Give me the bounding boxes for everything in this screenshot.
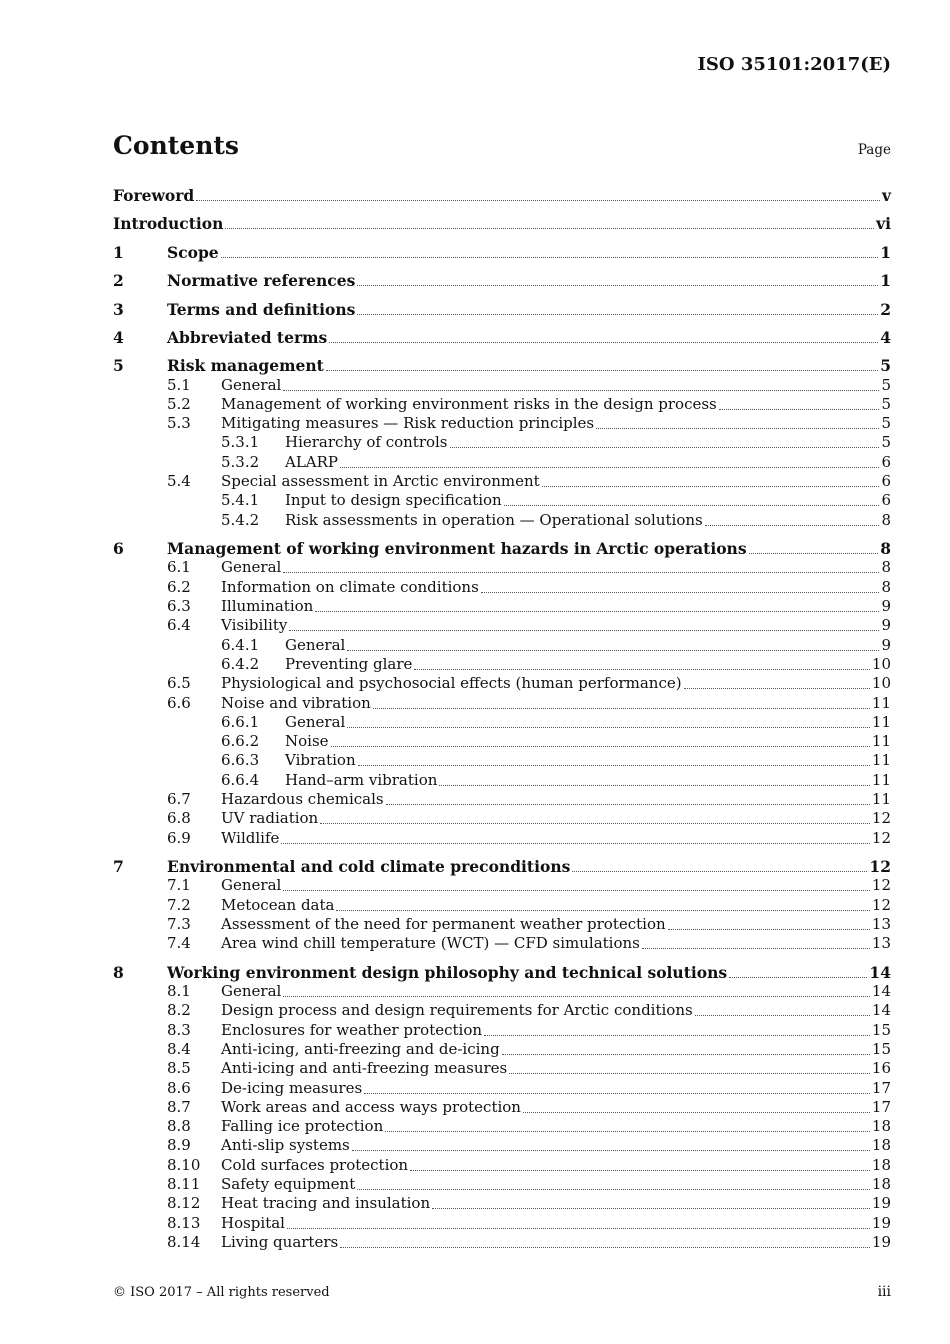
dot-leader bbox=[596, 427, 879, 429]
toc-entry-page: 11 bbox=[871, 790, 891, 808]
toc-entry-label: Cold surfaces protection bbox=[221, 1156, 409, 1174]
toc-entry-page: 18 bbox=[871, 1117, 891, 1135]
toc-entry-number: 6.7 bbox=[167, 790, 191, 808]
dot-leader bbox=[684, 687, 870, 689]
toc-entry-page: 8 bbox=[880, 539, 891, 558]
dot-leader bbox=[283, 995, 870, 997]
toc-entry-page: 12 bbox=[869, 857, 891, 876]
toc-entry[interactable] bbox=[113, 376, 891, 395]
dot-leader bbox=[364, 1092, 870, 1094]
toc-entry-page: 15 bbox=[871, 1021, 891, 1039]
dot-leader bbox=[410, 1169, 870, 1171]
toc-entry-page: 12 bbox=[871, 829, 891, 847]
toc-entry-number: 5.3.1 bbox=[221, 433, 260, 451]
toc-entry[interactable] bbox=[113, 713, 891, 732]
toc-entry-label: Visibility bbox=[221, 616, 288, 634]
toc-entry-label: General bbox=[221, 876, 282, 894]
toc-entry-label: Design process and design requirements for Arctic conditions bbox=[221, 1001, 693, 1019]
toc-entry-label: General bbox=[221, 376, 282, 394]
toc-entry-label: Special assessment in Arctic environment bbox=[221, 472, 540, 490]
toc-entry-number: 6.6 bbox=[167, 694, 191, 712]
toc-entry-number: 7.3 bbox=[167, 915, 191, 933]
toc-entry[interactable] bbox=[113, 771, 891, 790]
dot-leader bbox=[572, 870, 867, 872]
dot-leader bbox=[642, 947, 870, 949]
toc-entry-number: 6.6.3 bbox=[221, 751, 260, 769]
toc-entry-label: Anti-icing, anti-freezing and de-icing bbox=[221, 1040, 500, 1058]
toc-entry-number: 5.2 bbox=[167, 395, 191, 413]
toc-entry-label: Area wind chill temperature (WCT) — CFD simulations bbox=[221, 934, 640, 952]
dot-leader bbox=[439, 784, 870, 786]
toc-entry-number: 5.1 bbox=[167, 376, 191, 394]
toc-entry-label: Anti-slip systems bbox=[221, 1136, 350, 1154]
toc-entry-number: 6.6.4 bbox=[221, 771, 260, 789]
toc-entry-page: 5 bbox=[881, 376, 891, 394]
toc-entry-number: 6.6.1 bbox=[221, 713, 260, 731]
toc-entry-page: 9 bbox=[881, 616, 891, 634]
toc-entry-page: 5 bbox=[881, 395, 891, 413]
toc-entry-page: 1 bbox=[880, 271, 891, 290]
toc-entry-number: 4 bbox=[113, 328, 124, 347]
dot-leader bbox=[283, 389, 879, 391]
toc-entry-label: Wildlife bbox=[221, 829, 280, 847]
toc-entry-number: 6.6.2 bbox=[221, 732, 260, 750]
dot-leader bbox=[484, 1034, 870, 1036]
toc-entry-page: 17 bbox=[871, 1098, 891, 1116]
toc-entry-label: Vibration bbox=[285, 751, 356, 769]
toc-entry-label: Metocean data bbox=[221, 896, 335, 914]
toc-entry-number: 8.8 bbox=[167, 1117, 191, 1135]
toc-entry[interactable] bbox=[113, 578, 891, 597]
toc-entry-number: 5.4.1 bbox=[221, 491, 260, 509]
dot-leader bbox=[523, 1111, 870, 1113]
toc-entry[interactable] bbox=[113, 1001, 891, 1020]
toc-entry-page: 16 bbox=[871, 1059, 891, 1077]
toc-entry[interactable] bbox=[113, 655, 891, 674]
toc-entry-page: 11 bbox=[871, 732, 891, 750]
toc-entry-label: Management of working environment hazards in Arctic operations bbox=[167, 539, 747, 558]
toc-entry-page: 8 bbox=[881, 558, 891, 576]
toc-entry-label: Noise and vibration bbox=[221, 694, 371, 712]
dot-leader bbox=[340, 1246, 870, 1248]
toc-entry-number: 8.9 bbox=[167, 1136, 191, 1154]
toc-entry-number: 5.4 bbox=[167, 472, 191, 490]
dot-leader bbox=[358, 764, 870, 766]
toc-entry-label: Preventing glare bbox=[285, 655, 413, 673]
dot-leader bbox=[329, 341, 878, 343]
toc-entry-page: 15 bbox=[871, 1040, 891, 1058]
toc-entry[interactable] bbox=[113, 433, 891, 452]
toc-entry-number: 8.6 bbox=[167, 1079, 191, 1097]
toc-entry[interactable] bbox=[113, 1194, 891, 1213]
dot-leader bbox=[385, 1130, 870, 1132]
dot-leader bbox=[719, 408, 880, 410]
dot-leader bbox=[357, 1188, 870, 1190]
dot-leader bbox=[287, 1227, 870, 1229]
toc-entry-number: 8.2 bbox=[167, 1001, 191, 1019]
toc-entry-label: Assessment of the need for permanent weather protection bbox=[221, 915, 666, 933]
dot-leader bbox=[281, 842, 870, 844]
toc-entry-number: 5 bbox=[113, 356, 124, 375]
toc-entry[interactable] bbox=[113, 732, 891, 751]
toc-entry-page: 14 bbox=[871, 1001, 891, 1019]
toc-entry[interactable] bbox=[113, 539, 891, 558]
toc-entry[interactable] bbox=[113, 1040, 891, 1059]
toc-entry-number: 8.14 bbox=[167, 1233, 201, 1251]
toc-entry[interactable] bbox=[113, 214, 891, 233]
toc-entry-label: Safety equipment bbox=[221, 1175, 356, 1193]
dot-leader bbox=[450, 446, 880, 448]
dot-leader bbox=[326, 369, 878, 371]
toc-entry[interactable] bbox=[113, 328, 891, 347]
toc-entry[interactable] bbox=[113, 694, 891, 713]
dot-leader bbox=[481, 591, 880, 593]
toc-entry[interactable] bbox=[113, 414, 891, 433]
dot-leader bbox=[729, 976, 867, 978]
toc-entry-page: 10 bbox=[871, 655, 891, 673]
toc-entry-page: 14 bbox=[869, 963, 891, 982]
toc-entry[interactable] bbox=[113, 1117, 891, 1136]
toc-entry-page: 13 bbox=[871, 915, 891, 933]
document-id: ISO 35101:2017(E) bbox=[697, 54, 891, 75]
dot-leader bbox=[352, 1149, 870, 1151]
dot-leader bbox=[347, 649, 879, 651]
toc-entry-page: 5 bbox=[881, 433, 891, 451]
toc-entry-number: 6.1 bbox=[167, 558, 191, 576]
toc-entry-page: 11 bbox=[871, 713, 891, 731]
toc-entry-number: 8.5 bbox=[167, 1059, 191, 1077]
toc-entry[interactable] bbox=[113, 616, 891, 635]
toc-entry[interactable] bbox=[113, 982, 891, 1001]
dot-leader bbox=[386, 803, 870, 805]
dot-leader bbox=[196, 199, 880, 201]
toc-entry-number: 6.3 bbox=[167, 597, 191, 615]
toc-entry-page: 6 bbox=[881, 472, 891, 490]
toc-entry-label: Enclosures for weather protection bbox=[221, 1021, 483, 1039]
toc-entry-page: 8 bbox=[881, 511, 891, 529]
toc-entry-page: 6 bbox=[881, 453, 891, 471]
toc-entry-label: Information on climate conditions bbox=[221, 578, 479, 596]
dot-leader bbox=[283, 571, 879, 573]
toc-entry-page: 17 bbox=[871, 1079, 891, 1097]
toc-entry-label: Abbreviated terms bbox=[167, 328, 328, 347]
toc-entry-number: 8.7 bbox=[167, 1098, 191, 1116]
toc-entry-number: 8.10 bbox=[167, 1156, 201, 1174]
toc-entry-number: 5.4.2 bbox=[221, 511, 260, 529]
toc-entry-label: Illumination bbox=[221, 597, 314, 615]
toc-entry-label: UV radiation bbox=[221, 809, 319, 827]
toc-entry-number: 2 bbox=[113, 271, 124, 290]
toc-entry[interactable] bbox=[113, 636, 891, 655]
toc-entry-label: Hierarchy of controls bbox=[285, 433, 448, 451]
dot-leader bbox=[668, 928, 870, 930]
toc-entry-label: ALARP bbox=[285, 453, 339, 471]
toc-entry-label: Living quarters bbox=[221, 1233, 339, 1251]
toc-entry-label: Risk management bbox=[167, 356, 324, 375]
toc-entry-number: 8.13 bbox=[167, 1214, 201, 1232]
dot-leader bbox=[283, 889, 870, 891]
toc-entry-label: General bbox=[221, 558, 282, 576]
toc-entry-label: Hand–arm vibration bbox=[285, 771, 438, 789]
toc-entry[interactable] bbox=[113, 1098, 891, 1117]
toc-entry-page: 18 bbox=[871, 1136, 891, 1154]
toc-entry-page: 9 bbox=[881, 636, 891, 654]
toc-entry[interactable] bbox=[113, 1156, 891, 1175]
toc-entry-label: Hazardous chemicals bbox=[221, 790, 384, 808]
toc-entry-number: 6.5 bbox=[167, 674, 191, 692]
toc-entry[interactable] bbox=[113, 243, 891, 262]
dot-leader bbox=[373, 707, 870, 709]
dot-leader bbox=[502, 1053, 870, 1055]
toc-entry[interactable] bbox=[113, 1175, 891, 1194]
page-column-label: Page bbox=[857, 142, 891, 158]
toc-entry[interactable] bbox=[113, 511, 891, 530]
toc-entry-page: v bbox=[881, 186, 891, 205]
toc-entry-number: 6.4.1 bbox=[221, 636, 260, 654]
toc-entry[interactable] bbox=[113, 356, 891, 375]
page-title: Contents bbox=[113, 131, 240, 160]
toc-entry-number: 6.9 bbox=[167, 829, 191, 847]
toc-entry[interactable] bbox=[113, 674, 891, 693]
dot-leader bbox=[749, 552, 879, 554]
toc-entry-number: 8.4 bbox=[167, 1040, 191, 1058]
toc-entry-page: 19 bbox=[871, 1214, 891, 1232]
dot-leader bbox=[432, 1207, 870, 1209]
toc-entry-number: 7.2 bbox=[167, 896, 191, 914]
dot-leader bbox=[315, 610, 879, 612]
toc-entry-page: 18 bbox=[871, 1175, 891, 1193]
toc-entry-label: Risk assessments in operation — Operational solutions bbox=[285, 511, 703, 529]
page-number: iii bbox=[877, 1284, 891, 1300]
toc-entry[interactable] bbox=[113, 1021, 891, 1040]
toc-entry-number: 8.12 bbox=[167, 1194, 201, 1212]
toc-entry[interactable] bbox=[113, 790, 891, 809]
dot-leader bbox=[357, 284, 878, 286]
toc-entry-page: 11 bbox=[871, 751, 891, 769]
toc-entry-number: 6.4.2 bbox=[221, 655, 260, 673]
toc-entry-page: 14 bbox=[871, 982, 891, 1000]
toc-entry-number: 1 bbox=[113, 243, 124, 262]
toc-entry-label: Heat tracing and insulation bbox=[221, 1194, 431, 1212]
toc-entry-page: 5 bbox=[880, 356, 891, 375]
dot-leader bbox=[414, 668, 870, 670]
dot-leader bbox=[289, 629, 879, 631]
toc-entry-page: 13 bbox=[871, 934, 891, 952]
toc-entry-page: vi bbox=[876, 214, 891, 233]
dot-leader bbox=[331, 745, 870, 747]
toc-entry-label: Work areas and access ways protection bbox=[221, 1098, 521, 1116]
toc-entry[interactable] bbox=[113, 876, 891, 895]
toc-entry[interactable] bbox=[113, 472, 891, 491]
toc-entry-page: 1 bbox=[880, 243, 891, 262]
dot-leader bbox=[357, 313, 878, 315]
copyright-notice: © ISO 2017 – All rights reserved bbox=[113, 1285, 330, 1300]
toc-entry-number: 6.4 bbox=[167, 616, 191, 634]
toc-entry-label: Management of working environment risks in the design process bbox=[221, 395, 717, 413]
toc-entry-label: Scope bbox=[167, 243, 219, 262]
dot-leader bbox=[340, 466, 879, 468]
toc-entry[interactable] bbox=[113, 751, 891, 770]
toc-entry[interactable] bbox=[113, 1079, 891, 1098]
dot-leader bbox=[221, 256, 879, 258]
toc-entry-label: Foreword bbox=[113, 186, 195, 205]
toc-entry[interactable] bbox=[113, 857, 891, 876]
toc-entry[interactable] bbox=[113, 1233, 891, 1252]
dot-leader bbox=[336, 909, 869, 911]
toc-entry[interactable] bbox=[113, 896, 891, 915]
toc-entry[interactable] bbox=[113, 558, 891, 577]
toc-entry-number: 5.3 bbox=[167, 414, 191, 432]
toc-entry-page: 6 bbox=[881, 491, 891, 509]
toc-entry-label: Hospital bbox=[221, 1214, 285, 1232]
toc-entry-number: 8.1 bbox=[167, 982, 191, 1000]
toc-entry-page: 18 bbox=[871, 1156, 891, 1174]
toc-entry[interactable] bbox=[113, 300, 891, 319]
toc-entry-label: Terms and definitions bbox=[167, 300, 356, 319]
toc-entry-page: 19 bbox=[871, 1233, 891, 1251]
toc-entry-number: 7.4 bbox=[167, 934, 191, 952]
toc-entry-number: 8.3 bbox=[167, 1021, 191, 1039]
toc-entry-label: Anti-icing and anti-freezing measures bbox=[221, 1059, 508, 1077]
toc-entry[interactable] bbox=[113, 453, 891, 472]
toc-entry-number: 6 bbox=[113, 539, 124, 558]
toc-entry-number: 7.1 bbox=[167, 876, 191, 894]
toc-entry-page: 12 bbox=[871, 896, 891, 914]
toc-entry[interactable] bbox=[113, 271, 891, 290]
toc-entry-page: 11 bbox=[871, 694, 891, 712]
dot-leader bbox=[347, 726, 870, 728]
toc-entry-label: Normative references bbox=[167, 271, 356, 290]
dot-leader bbox=[705, 524, 880, 526]
toc-entry-page: 2 bbox=[880, 300, 891, 319]
toc-entry-label: Working environment design philosophy and technical solutions bbox=[167, 963, 728, 982]
toc-entry-label: General bbox=[221, 982, 282, 1000]
toc-entry-number: 5.3.2 bbox=[221, 453, 260, 471]
toc-entry[interactable] bbox=[113, 597, 891, 616]
toc-entry[interactable] bbox=[113, 395, 891, 414]
toc-entry-label: Falling ice protection bbox=[221, 1117, 384, 1135]
dot-leader bbox=[320, 822, 870, 824]
toc-entry-label: Input to design specification bbox=[285, 491, 502, 509]
toc-entry-number: 3 bbox=[113, 300, 124, 319]
toc-entry-number: 8.11 bbox=[167, 1175, 201, 1193]
toc-entry-number: 8 bbox=[113, 963, 124, 982]
dot-leader bbox=[509, 1072, 870, 1074]
toc-entry-number: 7 bbox=[113, 857, 124, 876]
toc-entry-label: De-icing measures bbox=[221, 1079, 363, 1097]
dot-leader bbox=[542, 485, 880, 487]
toc-entry-label: Noise bbox=[285, 732, 329, 750]
toc-entry-label: Introduction bbox=[113, 214, 224, 233]
toc-entry-number: 6.2 bbox=[167, 578, 191, 596]
dot-leader bbox=[225, 227, 874, 229]
toc-entry-page: 12 bbox=[871, 809, 891, 827]
toc-entry[interactable] bbox=[113, 491, 891, 510]
toc-entry[interactable] bbox=[113, 915, 891, 934]
toc-entry-page: 10 bbox=[871, 674, 891, 692]
dot-leader bbox=[504, 504, 880, 506]
toc-entry[interactable] bbox=[113, 1059, 891, 1078]
toc-entry-label: General bbox=[285, 713, 346, 731]
toc-entry-label: Environmental and cold climate preconditions bbox=[167, 857, 571, 876]
toc-entry-page: 8 bbox=[881, 578, 891, 596]
toc-entry-label: General bbox=[285, 636, 346, 654]
toc-entry-page: 19 bbox=[871, 1194, 891, 1212]
toc-entry-number: 6.8 bbox=[167, 809, 191, 827]
toc-entry-page: 11 bbox=[871, 771, 891, 789]
toc-entry[interactable] bbox=[113, 934, 891, 953]
toc-entry-page: 4 bbox=[880, 328, 891, 347]
toc-entry[interactable] bbox=[113, 186, 891, 205]
toc-entry-page: 9 bbox=[881, 597, 891, 615]
toc-entry-page: 5 bbox=[881, 414, 891, 432]
toc-entry-label: Physiological and psychosocial effects (human performance) bbox=[221, 674, 682, 692]
toc-entry[interactable] bbox=[113, 963, 891, 982]
toc-entry[interactable] bbox=[113, 809, 891, 828]
dot-leader bbox=[695, 1014, 870, 1016]
toc-entry-label: Mitigating measures — Risk reduction principles bbox=[221, 414, 595, 432]
toc-entry[interactable] bbox=[113, 829, 891, 848]
toc-entry-page: 12 bbox=[871, 876, 891, 894]
toc-entry[interactable] bbox=[113, 1136, 891, 1155]
toc-entry[interactable] bbox=[113, 1214, 891, 1233]
